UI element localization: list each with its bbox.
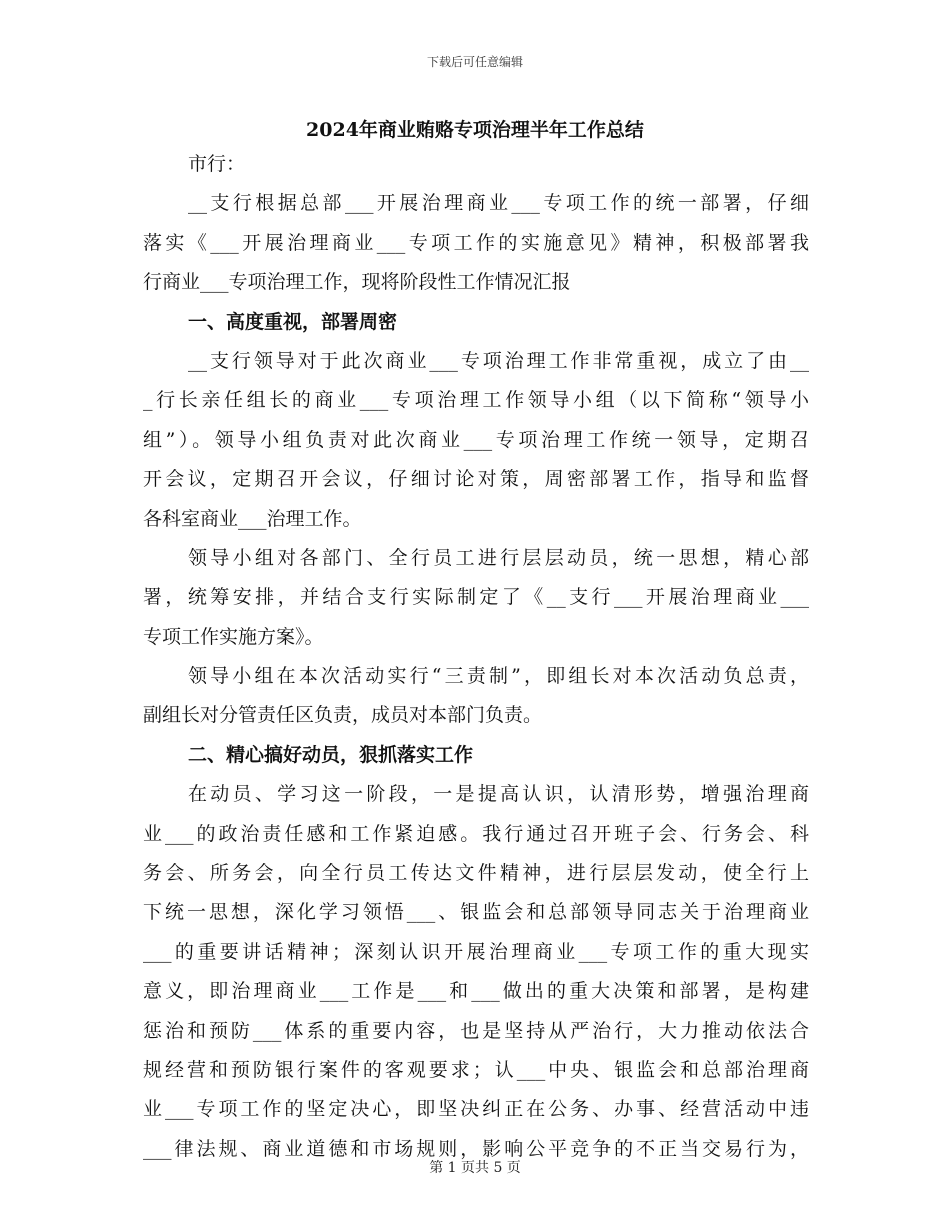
body-line: ___的重要讲话精神；深刻认识开展治理商业___专项工作的重大现实	[143, 940, 809, 963]
salutation-line: 市行：	[188, 153, 246, 175]
body-line: 务会、所务会，向全行员工传达文件精神，进行层层发动，使全行上	[143, 862, 809, 885]
body-line: 领导小组对各部门、全行员工进行层层动员，统一思想，精心部	[188, 546, 809, 569]
section-heading-2: 二、精心搞好动员，狠抓落实工作	[188, 743, 474, 766]
body-line: _行长亲任组长的商业___专项治理工作领导小组（以下简称“领导小	[143, 389, 809, 412]
document-title: 2024年商业贿赂专项治理半年工作总结	[306, 119, 644, 141]
body-line: 行商业___专项治理工作，现将阶段性工作情况汇报	[143, 271, 571, 294]
body-line: 在动员、学习这一阶段，一是提高认识，认清形势，增强治理商	[188, 783, 809, 806]
body-line: 落实《___开展治理商业___专项工作的实施意见》精神，积极部署我	[143, 231, 809, 254]
body-line: ___律法规、商业道德和市场规则，影响公平竞争的不正当交易行为，	[143, 1137, 809, 1160]
page-number: 第 1 页共 5 页	[429, 1160, 521, 1176]
body-line: 组”）。领导小组负责对此次商业___专项治理工作统一领导，定期召	[143, 428, 809, 451]
body-line: 副组长对分管责任区负责，成员对本部门负责。	[143, 704, 543, 727]
body-line: 惩治和预防___体系的重要内容，也是坚持从严治行，大力推动依法合	[143, 1019, 809, 1042]
body-line: 下统一思想，深化学习领悟___、银监会和总部领导同志关于治理商业	[143, 901, 809, 924]
header-note: 下载后可任意编辑	[426, 55, 523, 69]
body-line: 开会议，定期召开会议，仔细讨论对策，周密部署工作，指导和监督	[143, 468, 809, 491]
body-line: 专项工作实施方案》。	[143, 625, 324, 648]
body-line: 业___的政治责任感和工作紧迫感。我行通过召开班子会、行务会、科	[143, 822, 809, 845]
body-line: 规经营和预防银行案件的客观要求；认___中央、银监会和总部治理商	[143, 1058, 809, 1081]
body-line: 领导小组在本次活动实行“三责制”，即组长对本次活动负总责，	[188, 665, 809, 688]
body-line: 业___专项工作的坚定决心，即坚决纠正在公务、办事、经营活动中违	[143, 1098, 809, 1121]
body-line: 署，统筹安排，并结合支行实际制定了《__支行___开展治理商业___	[143, 586, 809, 609]
body-line: __支行领导对于此次商业___专项治理工作非常重视，成立了由__	[188, 349, 809, 372]
body-line: __支行根据总部___开展治理商业___专项工作的统一部署，仔细	[188, 192, 809, 215]
body-line: 意义，即治理商业___工作是___和___做出的重大决策和部署，是构建	[143, 980, 809, 1003]
section-heading-1: 一、高度重视，部署周密	[188, 310, 398, 333]
body-line: 各科室商业___治理工作。	[143, 507, 362, 530]
document-body	[143, 145, 809, 1169]
